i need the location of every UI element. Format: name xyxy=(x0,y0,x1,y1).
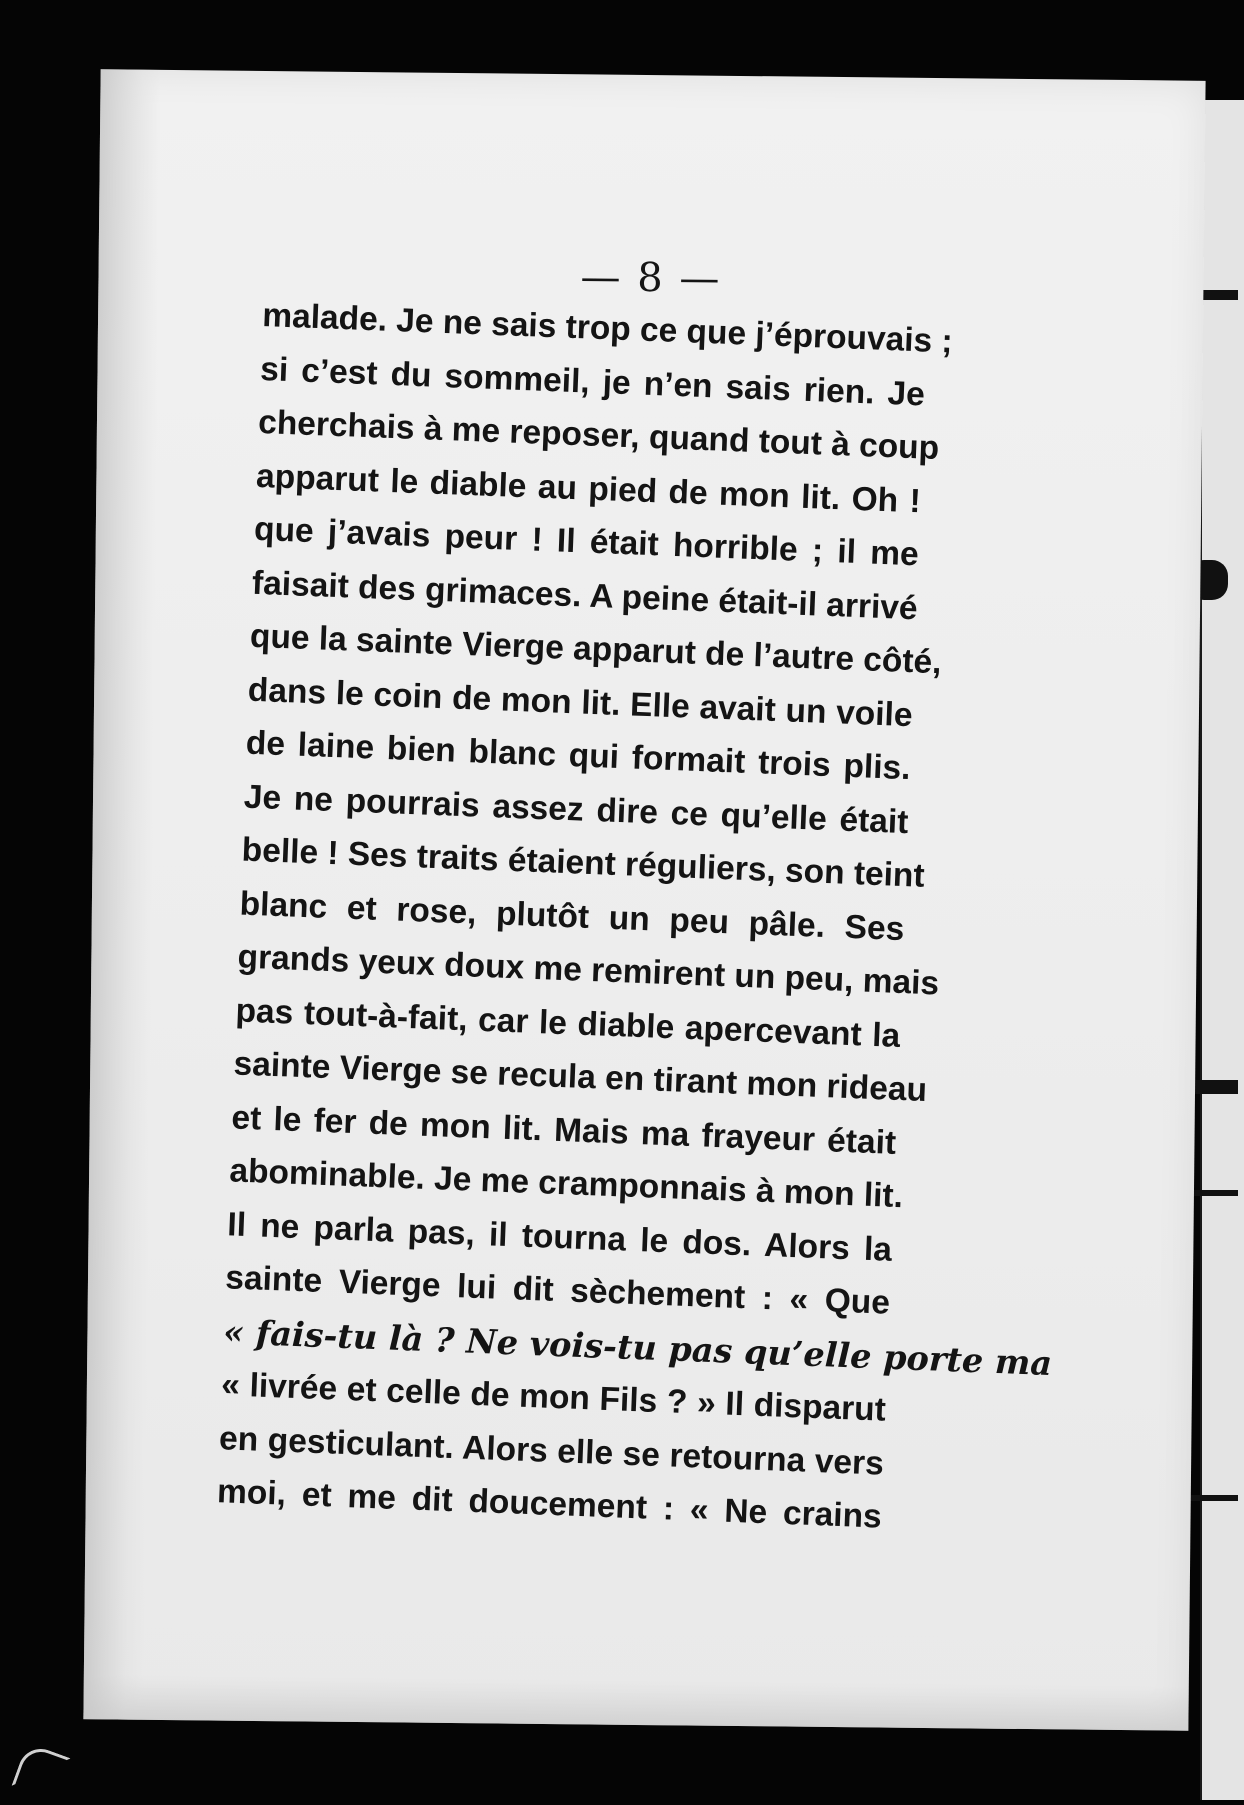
page-shadow-bottom xyxy=(83,1674,1188,1731)
text-line: moi, et me dit doucement : « Ne crains xyxy=(216,1473,883,1536)
adjacent-page-edge xyxy=(1200,100,1244,1800)
text-line: pas tout-à-fait, car le diable apercevant la xyxy=(234,991,901,1055)
text-line: et le fer de mon lit. Mais ma frayeur était xyxy=(230,1098,897,1162)
text-line: sainte Vierge se recula en tirant mon rideau xyxy=(232,1045,928,1110)
text-line: belle ! Ses traits étaient réguliers, son teint xyxy=(241,831,926,895)
binding-mark xyxy=(1188,1190,1238,1196)
body-text xyxy=(216,289,1053,1544)
text-line-mixed: « livrée et celle de mon Fils ? » Il disparut xyxy=(220,1366,887,1429)
text-line: sainte Vierge lui dit sèchement : « Que xyxy=(224,1259,891,1322)
text-line: Je ne pourrais assez dire ce qu’elle était xyxy=(243,778,910,841)
text-line: dans le coin de mon lit. Elle avait un voile xyxy=(247,671,914,734)
binding-mark xyxy=(1188,1495,1238,1501)
text-line: Il ne parla pas, il tourna le dos. Alors la xyxy=(226,1205,893,1269)
book-page xyxy=(83,69,1205,1730)
text-line: malade. Je ne sais trop ce que j’éprouvais ; xyxy=(261,296,954,361)
text-line: apparut le diable au pied de mon lit. Oh ! xyxy=(255,457,922,520)
text-line: si c’est du sommeil, je n’en sais rien. Je xyxy=(259,350,926,413)
page-number: — 8 — xyxy=(580,254,722,302)
page-corner-curl xyxy=(12,1743,71,1802)
text-line: de laine bien blanc qui formait trois plis. xyxy=(245,724,912,788)
text-line-italic: « fais-tu là ? Ne vois-tu pas qu’elle porte ma xyxy=(222,1311,1053,1383)
text-line: grands yeux doux me remirent un peu, mais xyxy=(237,938,940,1003)
text-line: que j’avais peur ! Il était horrible ; il me xyxy=(253,510,920,574)
text-line: en gesticulant. Alors elle se retourna vers xyxy=(218,1419,885,1483)
text-line: blanc et rose, plutôt un peu pâle. Ses xyxy=(239,885,905,948)
text-line: faisait des grimaces. A peine était-il arrivé xyxy=(251,564,919,627)
text-line: abominable. Je me cramponnais à mon lit. xyxy=(228,1152,904,1216)
binding-mark xyxy=(1188,1080,1238,1094)
text-line: que la sainte Vierge apparut de l’autre côté, xyxy=(249,617,943,682)
text-line: cherchais à me reposer, quand tout à coup xyxy=(257,403,940,468)
page-shadow-left xyxy=(83,69,160,1720)
